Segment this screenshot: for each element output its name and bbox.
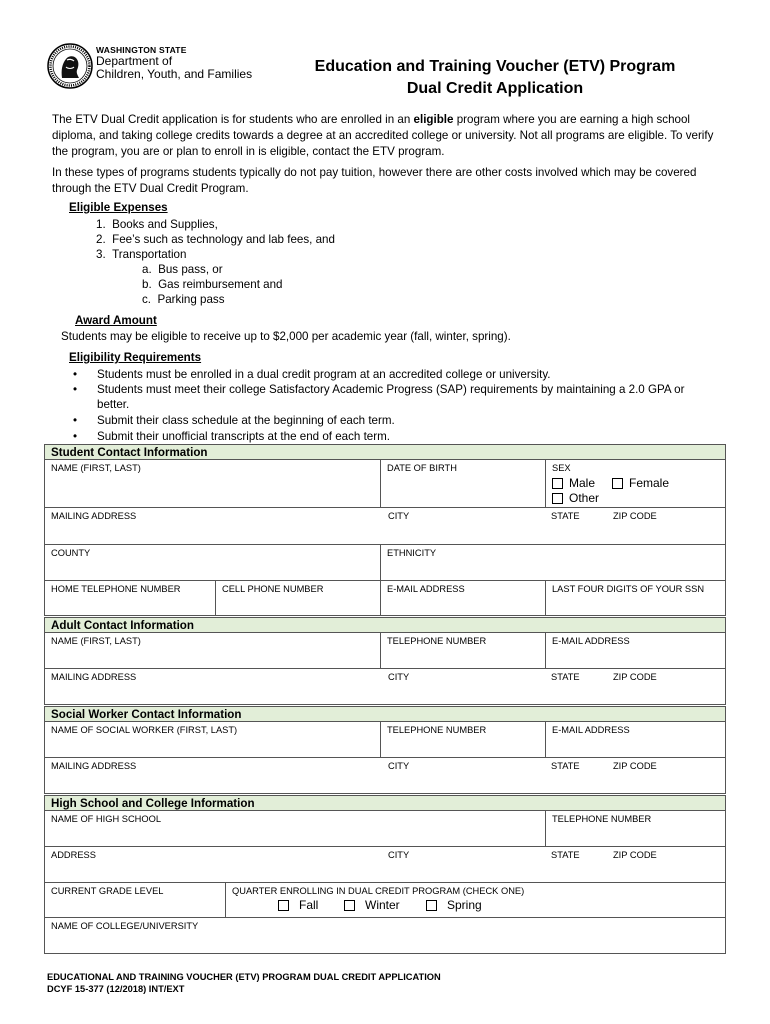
social-worker-heading: Social Worker Contact Information	[44, 706, 726, 722]
student-ssn-field[interactable]: LAST FOUR DIGITS OF YOUR SSN	[545, 581, 725, 615]
social-worker-phone-field[interactable]: TELEPHONE NUMBER	[380, 722, 545, 757]
logo-state-text: WASHINGTON STATE	[96, 45, 187, 55]
other-checkbox[interactable]	[552, 493, 563, 504]
expense-item-1: 1. Books and Supplies,	[96, 218, 218, 231]
intro-p1-text: The ETV Dual Credit application is for students who are enrolled in an	[52, 113, 414, 126]
eligible-expenses-heading: Eligible Expenses	[69, 201, 168, 214]
female-checkbox[interactable]	[612, 478, 623, 489]
adult-contact-heading: Adult Contact Information	[44, 617, 726, 633]
adult-city-field[interactable]: CITY	[388, 672, 410, 682]
social-worker-zip-field[interactable]: ZIP CODE	[613, 761, 657, 771]
winter-checkbox[interactable]	[344, 900, 355, 911]
footer-line1: EDUCATIONAL AND TRAINING VOUCHER (ETV) PROGRAM DUAL CREDIT APPLICATION	[47, 972, 441, 982]
student-ethnicity-field[interactable]: ETHNICITY	[380, 545, 725, 580]
expense-item-2: 2. Fee’s such as technology and lab fees, and	[96, 233, 335, 246]
school-row-3	[44, 883, 726, 918]
student-dob-field[interactable]: DATE OF BIRTH	[380, 460, 545, 507]
male-checkbox[interactable]	[552, 478, 563, 489]
student-mailing-field[interactable]: MAILING ADDRESS	[51, 511, 137, 521]
spring-checkbox[interactable]	[426, 900, 437, 911]
student-home-phone-field[interactable]: HOME TELEPHONE NUMBER	[51, 584, 181, 594]
adult-email-field[interactable]: E-MAIL ADDRESS	[545, 633, 725, 668]
intro-paragraph-2: In these types of programs students typically do not pay tuition, however there are other costs involved which may be covered through the ETV Dual Credit Program.	[52, 166, 697, 195]
form-footer	[47, 971, 441, 995]
adult-zip-field[interactable]: ZIP CODE	[613, 672, 657, 682]
student-state-field[interactable]: STATE	[551, 511, 580, 521]
dcyf-logo	[46, 42, 256, 92]
student-row-3	[44, 545, 726, 581]
sex-female-option[interactable]: Female	[612, 476, 669, 490]
school-address-field[interactable]: ADDRESS	[51, 850, 96, 860]
school-zip-field[interactable]: ZIP CODE	[613, 850, 657, 860]
logo-dept-line2: Children, Youth, and Families	[96, 67, 253, 81]
college-name-field[interactable]: NAME OF COLLEGE/UNIVERSITY	[51, 921, 199, 931]
student-zip-field[interactable]: ZIP CODE	[613, 511, 657, 521]
award-amount-text: Students may be eligible to receive up to $2,000 per academic year (fall, winter, spring).	[61, 330, 511, 343]
school-info-heading: High School and College Information	[44, 795, 726, 811]
social-worker-name-field[interactable]: NAME OF SOCIAL WORKER (FIRST, LAST)	[51, 725, 238, 735]
expense-sub-item-c: c. Parking pass	[142, 293, 225, 306]
social-worker-state-field[interactable]: STATE	[551, 761, 580, 771]
adult-state-field[interactable]: STATE	[551, 672, 580, 682]
school-state-field[interactable]: STATE	[551, 850, 580, 860]
award-amount-heading: Award Amount	[75, 314, 157, 327]
footer-form-number: DCYF 15-377 (12/2018) INT/EXT	[47, 984, 185, 994]
student-row-4	[44, 581, 726, 616]
school-city-field[interactable]: CITY	[388, 850, 410, 860]
expense-sub-item-a: a. Bus pass, or	[142, 263, 223, 276]
quarter-fall-option[interactable]: Fall	[278, 898, 318, 912]
student-county-field[interactable]: COUNTY	[51, 548, 91, 558]
adult-name-field[interactable]: NAME (FIRST, LAST)	[51, 636, 141, 646]
school-row-4	[44, 918, 726, 954]
social-worker-city-field[interactable]: CITY	[388, 761, 410, 771]
adult-row-1	[44, 633, 726, 669]
student-cell-phone-field[interactable]: CELL PHONE NUMBER	[215, 581, 380, 615]
expense-item-3: 3. Transportation	[96, 248, 187, 261]
page-title	[270, 56, 720, 100]
sex-other-option[interactable]: Other	[552, 491, 599, 505]
social-worker-mailing-field[interactable]: MAILING ADDRESS	[51, 761, 137, 771]
social-worker-row-1	[44, 722, 726, 758]
quarter-spring-option[interactable]: Spring	[426, 898, 482, 912]
student-email-field[interactable]: E-MAIL ADDRESS	[380, 581, 545, 615]
student-contact-heading: Student Contact Information	[44, 444, 726, 460]
high-school-name-field[interactable]: NAME OF HIGH SCHOOL	[51, 814, 162, 824]
student-name-field[interactable]: NAME (FIRST, LAST)	[51, 463, 141, 473]
quarter-winter-option[interactable]: Winter	[344, 898, 400, 912]
student-row-1	[44, 460, 726, 508]
adult-mailing-field[interactable]: MAILING ADDRESS	[51, 672, 137, 682]
fall-checkbox[interactable]	[278, 900, 289, 911]
intro-p1-text-after: program where you are earning a high school diploma, and taking college credits towards a degree at an accredited college or university. Not all programs are eligible. To verify the program, you are or plan to enroll in is eligible, contact the ETV program.	[52, 113, 714, 158]
student-row-2	[44, 508, 726, 545]
adult-phone-field[interactable]: TELEPHONE NUMBER	[380, 633, 545, 668]
state-seal-icon	[46, 42, 94, 90]
expense-sub-item-b: b. Gas reimbursement and	[142, 278, 283, 291]
school-phone-field[interactable]: TELEPHONE NUMBER	[545, 811, 725, 846]
adult-row-2	[44, 669, 726, 705]
school-row-1	[44, 811, 726, 847]
student-sex-field: SEX Male Female Other	[545, 460, 725, 507]
title-line1: Education and Training Voucher (ETV) Program	[314, 58, 676, 75]
intro-p1-bold: eligible	[413, 113, 454, 126]
student-city-field[interactable]: CITY	[388, 511, 410, 521]
quarter-enrolling-field: QUARTER ENROLLING IN DUAL CREDIT PROGRAM (CHECK ONE) Fall Winter Spring	[225, 883, 725, 917]
grade-level-field[interactable]: CURRENT GRADE LEVEL	[51, 886, 164, 896]
eligibility-heading: Eligibility Requirements	[69, 351, 202, 364]
sex-male-option[interactable]: Male	[552, 476, 595, 490]
social-worker-email-field[interactable]: E-MAIL ADDRESS	[545, 722, 725, 757]
school-row-2	[44, 847, 726, 883]
social-worker-row-2	[44, 758, 726, 794]
intro-paragraph-1	[52, 112, 724, 160]
title-line2: Dual Credit Application	[406, 80, 584, 97]
logo-dept-line1: Department of	[96, 54, 173, 68]
